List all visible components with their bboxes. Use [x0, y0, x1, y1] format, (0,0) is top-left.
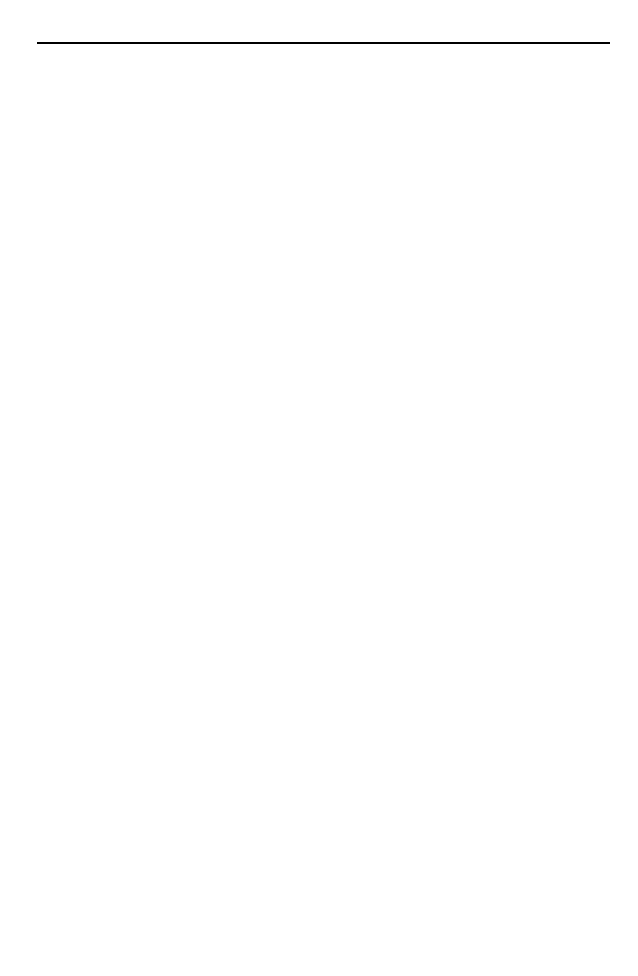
spacer: [37, 92, 609, 104]
spacer: [37, 80, 609, 92]
document-page: [37, 36, 609, 104]
spacer: [37, 44, 609, 56]
spacer: [37, 68, 609, 80]
